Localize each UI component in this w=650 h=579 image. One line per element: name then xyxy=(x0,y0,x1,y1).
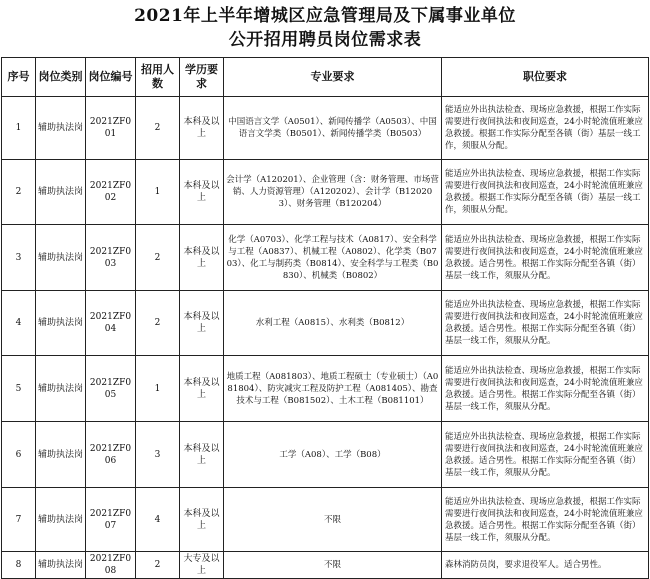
cell-education: 大专及以上 xyxy=(180,552,224,579)
cell-count: 4 xyxy=(136,488,180,552)
cell-seq: 4 xyxy=(2,291,36,356)
header-code: 岗位编号 xyxy=(86,58,136,97)
cell-category: 辅助执法岗 xyxy=(36,97,86,160)
cell-requirement: 能适应外出执法检查、现场应急救援，根据工作实际需要进行夜间执法和夜间巡查，24小时轮流值班兼应急救援。适合男性。根据工作实际分配至各镇（街）基层一线工作，须服从分配。 xyxy=(442,488,649,552)
header-major: 专业要求 xyxy=(224,58,442,97)
cell-major: 地质工程（A081803）、地质工程硕士（专业硕士）（A081804）、防灾减灾工程及防护工程（A081405）、勘查技术与工程（B081502）、土木工程（B081101） xyxy=(224,356,442,422)
cell-education: 本科及以上 xyxy=(180,97,224,160)
document-title xyxy=(0,4,650,52)
cell-seq: 2 xyxy=(2,160,36,225)
cell-requirement: 能适应外出执法检查、现场应急救援，根据工作实际需要进行夜间执法和夜间巡查，24小时轮流值班兼应急救援。适合男性。根据工作实际分配至各镇（街）基层一线工作，须服从分配。 xyxy=(442,291,649,356)
cell-count: 1 xyxy=(136,356,180,422)
cell-education: 本科及以上 xyxy=(180,291,224,356)
cell-seq: 7 xyxy=(2,488,36,552)
cell-count: 2 xyxy=(136,552,180,579)
cell-code: 2021ZF002 xyxy=(86,160,136,225)
cell-code: 2021ZF007 xyxy=(86,488,136,552)
positions-table xyxy=(1,57,649,579)
cell-requirement: 森林消防员岗，要求退役军人。适合男性。 xyxy=(442,552,649,579)
cell-category: 辅助执法岗 xyxy=(36,291,86,356)
cell-seq: 6 xyxy=(2,422,36,488)
cell-major: 不限 xyxy=(224,488,442,552)
cell-count: 3 xyxy=(136,422,180,488)
cell-code: 2021ZF003 xyxy=(86,225,136,291)
cell-education: 本科及以上 xyxy=(180,356,224,422)
cell-seq: 1 xyxy=(2,97,36,160)
cell-major: 中国语言文学（A0501）、新闻传播学（A0503）、中国语言文学类（B0501）、新闻传播学类（B0503） xyxy=(224,97,442,160)
cell-category: 辅助执法岗 xyxy=(36,488,86,552)
cell-education: 本科及以上 xyxy=(180,225,224,291)
table-header-row xyxy=(2,58,649,97)
cell-requirement: 能适应外出执法检查、现场应急救援，根据工作实际需要进行夜间执法和夜间巡查，24小时轮流值班兼应急救援。根据工作实际分配至各镇（街）基层一线工作，须服从分配。 xyxy=(442,97,649,160)
cell-major: 化学（A0703）、化学工程与技术（A0817）、安全科学与工程（A0837）、机械工程（A0802）、化学类（B0703）、化工与制药类（B0814）、安全科学与工程类（B0830）、机械类（B0802） xyxy=(224,225,442,291)
table-row xyxy=(2,356,649,422)
header-count: 招用人数 xyxy=(136,58,180,97)
cell-category: 辅助执法岗 xyxy=(36,225,86,291)
cell-major: 不限 xyxy=(224,552,442,579)
cell-major: 会计学（A120201）、企业管理（含：财务管理、市场营销、人力资源管理）（A120202）、会计学（B120203）、财务管理（B120204） xyxy=(224,160,442,225)
header-education: 学历要求 xyxy=(180,58,224,97)
cell-education: 本科及以上 xyxy=(180,160,224,225)
cell-code: 2021ZF008 xyxy=(86,552,136,579)
header-seq: 序号 xyxy=(2,58,36,97)
cell-seq: 5 xyxy=(2,356,36,422)
cell-category: 辅助执法岗 xyxy=(36,160,86,225)
table-row xyxy=(2,160,649,225)
cell-requirement: 能适应外出执法检查、现场应急救援，根据工作实际需要进行夜间执法和夜间巡查，24小时轮流值班兼应急救援。根据工作实际分配至各镇（街）基层一线工作，须服从分配。 xyxy=(442,160,649,225)
cell-seq: 3 xyxy=(2,225,36,291)
table-row xyxy=(2,422,649,488)
cell-education: 本科及以上 xyxy=(180,488,224,552)
cell-count: 2 xyxy=(136,97,180,160)
cell-seq: 8 xyxy=(2,552,36,579)
title-line-2: 公开招用聘员岗位需求表 xyxy=(228,30,422,50)
cell-requirement: 能适应外出执法检查、现场应急救援，根据工作实际需要进行夜间执法和夜间巡查，24小时轮流值班兼应急救援。适合男性。根据工作实际分配至各镇（街）基层一线工作，须服从分配。 xyxy=(442,422,649,488)
title-line-1: 2021年上半年增城区应急管理局及下属事业单位 xyxy=(134,6,516,26)
cell-category: 辅助执法岗 xyxy=(36,552,86,579)
cell-major: 水利工程（A0815）、水利类（B0812） xyxy=(224,291,442,356)
cell-requirement: 能适应外出执法检查、现场应急救援，根据工作实际需要进行夜间执法和夜间巡查，24小时轮流值班兼应急救援。适合男性。根据工作实际分配至各镇（街）基层一线工作，须服从分配。 xyxy=(442,225,649,291)
header-category: 岗位类别 xyxy=(36,58,86,97)
cell-count: 2 xyxy=(136,291,180,356)
cell-category: 辅助执法岗 xyxy=(36,356,86,422)
cell-code: 2021ZF006 xyxy=(86,422,136,488)
table-row xyxy=(2,291,649,356)
cell-code: 2021ZF001 xyxy=(86,97,136,160)
cell-requirement: 能适应外出执法检查、现场应急救援，根据工作实际需要进行夜间执法和夜间巡查，24小时轮流值班兼应急救援。适合男性。根据工作实际分配至各镇（街）基层一线工作，须服从分配。 xyxy=(442,356,649,422)
cell-count: 2 xyxy=(136,225,180,291)
table-row xyxy=(2,488,649,552)
table-row xyxy=(2,552,649,579)
table-row xyxy=(2,225,649,291)
cell-education: 本科及以上 xyxy=(180,422,224,488)
cell-major: 工学（A08）、工学（B08） xyxy=(224,422,442,488)
cell-code: 2021ZF005 xyxy=(86,356,136,422)
cell-category: 辅助执法岗 xyxy=(36,422,86,488)
cell-code: 2021ZF004 xyxy=(86,291,136,356)
cell-count: 1 xyxy=(136,160,180,225)
table-row xyxy=(2,97,649,160)
header-requirement: 职位要求 xyxy=(442,58,649,97)
